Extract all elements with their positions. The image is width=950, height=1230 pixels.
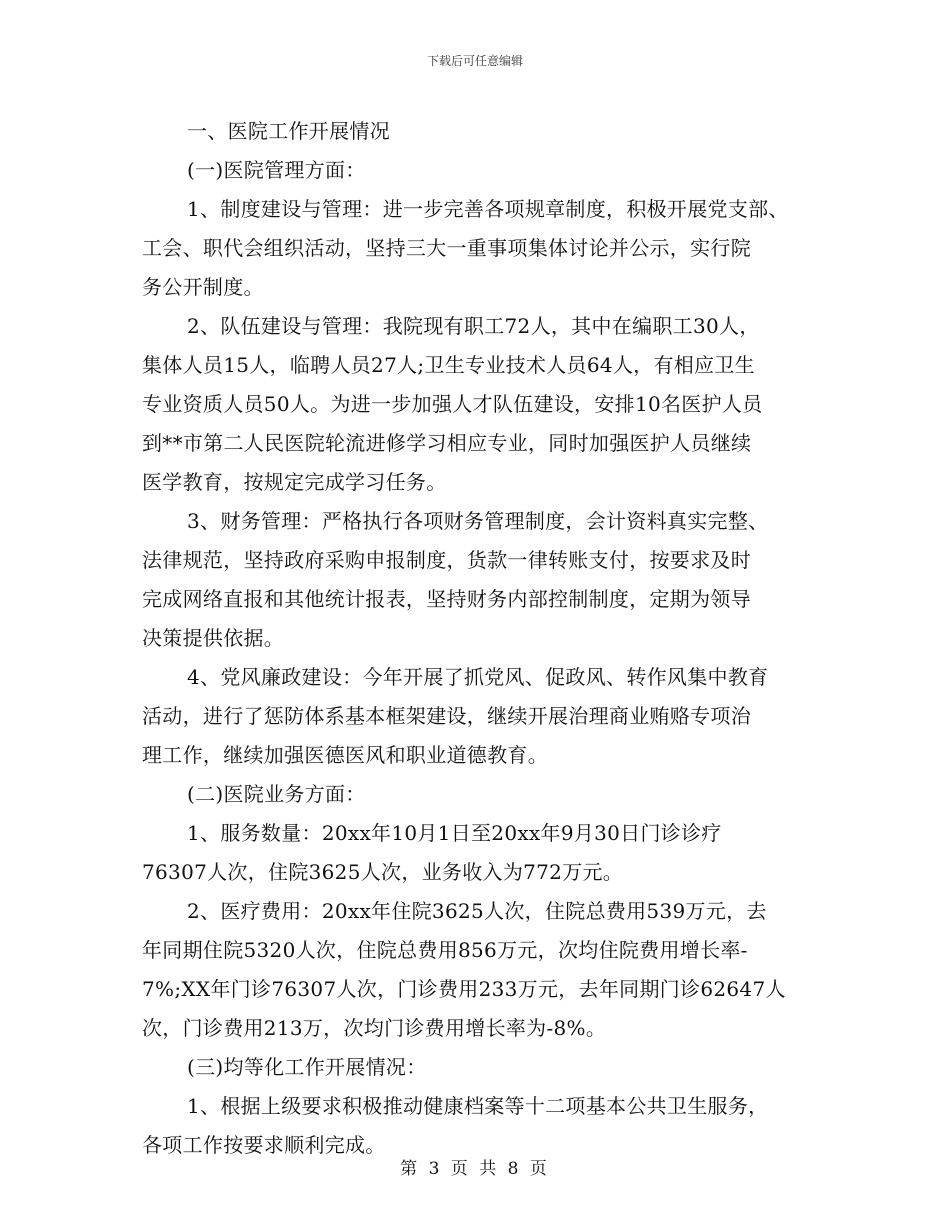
text-line: 完成网络直报和其他统计报表，坚持财务内部控制制度，定期为领导 — [142, 587, 751, 611]
text-line: 工会、职代会组织活动，坚持三大一重事项集体讨论并公示，实行院 — [142, 236, 751, 260]
text-line: 76307人次，住院3625人次，业务收入为772万元。 — [142, 860, 624, 884]
text-line: 3、财务管理：严格执行各项财务管理制度，会计资料真实完整、 — [187, 509, 769, 533]
text-line: 各项工作按要求顺利完成。 — [142, 1133, 386, 1157]
text-line: 2、队伍建设与管理：我院现有职工72人，其中在编职工30人， — [187, 314, 760, 338]
text-line: (一)医院管理方面： — [187, 158, 366, 182]
page-header: 下载后可任意编辑 — [426, 54, 523, 68]
text-line: 集体人员15人，临聘人员27人;卫生专业技术人员64人，有相应卫生 — [142, 353, 755, 377]
text-line: 7%;XX年门诊76307人次，门诊费用233万元，去年同期门诊62647人 — [142, 977, 786, 1001]
text-line: 4、党风廉政建设：今年开展了抓党风、促政风、转作风集中教育 — [187, 665, 769, 689]
text-line: (二)医院业务方面： — [187, 782, 366, 806]
text-line: 一、医院工作开展情况 — [187, 119, 390, 143]
text-line: 2、医疗费用：20xx年住院3625人次，住院总费用539万元，去 — [187, 899, 767, 923]
page-footer: 第 3 页 共 8 页 — [400, 1159, 550, 1179]
document-body — [142, 112, 817, 1165]
text-line: 1、制度建设与管理：进一步完善各项规章制度，积极开展党支部、 — [187, 197, 789, 221]
text-line: 决策提供依据。 — [142, 626, 285, 650]
text-line: 到**市第二人民医院轮流进修学习相应专业，同时加强医护人员继续 — [142, 431, 752, 455]
text-line: 活动，进行了惩防体系基本框架建设，继续开展治理商业贿赂专项治 — [142, 704, 751, 728]
text-line: 法律规范，坚持政府采购申报制度，货款一律转账支付，按要求及时 — [142, 548, 751, 572]
text-line: 次，门诊费用213万，次均门诊费用增长率为-8%。 — [142, 1016, 607, 1040]
text-line: 医学教育，按规定完成学习任务。 — [142, 470, 447, 494]
text-line: (三)均等化工作开展情况： — [187, 1055, 427, 1079]
text-line: 专业资质人员50人。为进一步加强人才队伍建设，安排10名医护人员 — [142, 392, 763, 416]
text-line: 务公开制度。 — [142, 275, 264, 299]
text-line: 1、服务数量：20xx年10月1日至20xx年9月30日门诊诊疗 — [187, 821, 722, 845]
text-line: 1、根据上级要求积极推动健康档案等十二项基本公共卫生服务， — [187, 1094, 769, 1118]
text-line: 年同期住院5320人次，住院总费用856万元，次均住院费用增长率- — [142, 938, 748, 962]
text-line: 理工作，继续加强医德医风和职业道德教育。 — [142, 743, 548, 767]
